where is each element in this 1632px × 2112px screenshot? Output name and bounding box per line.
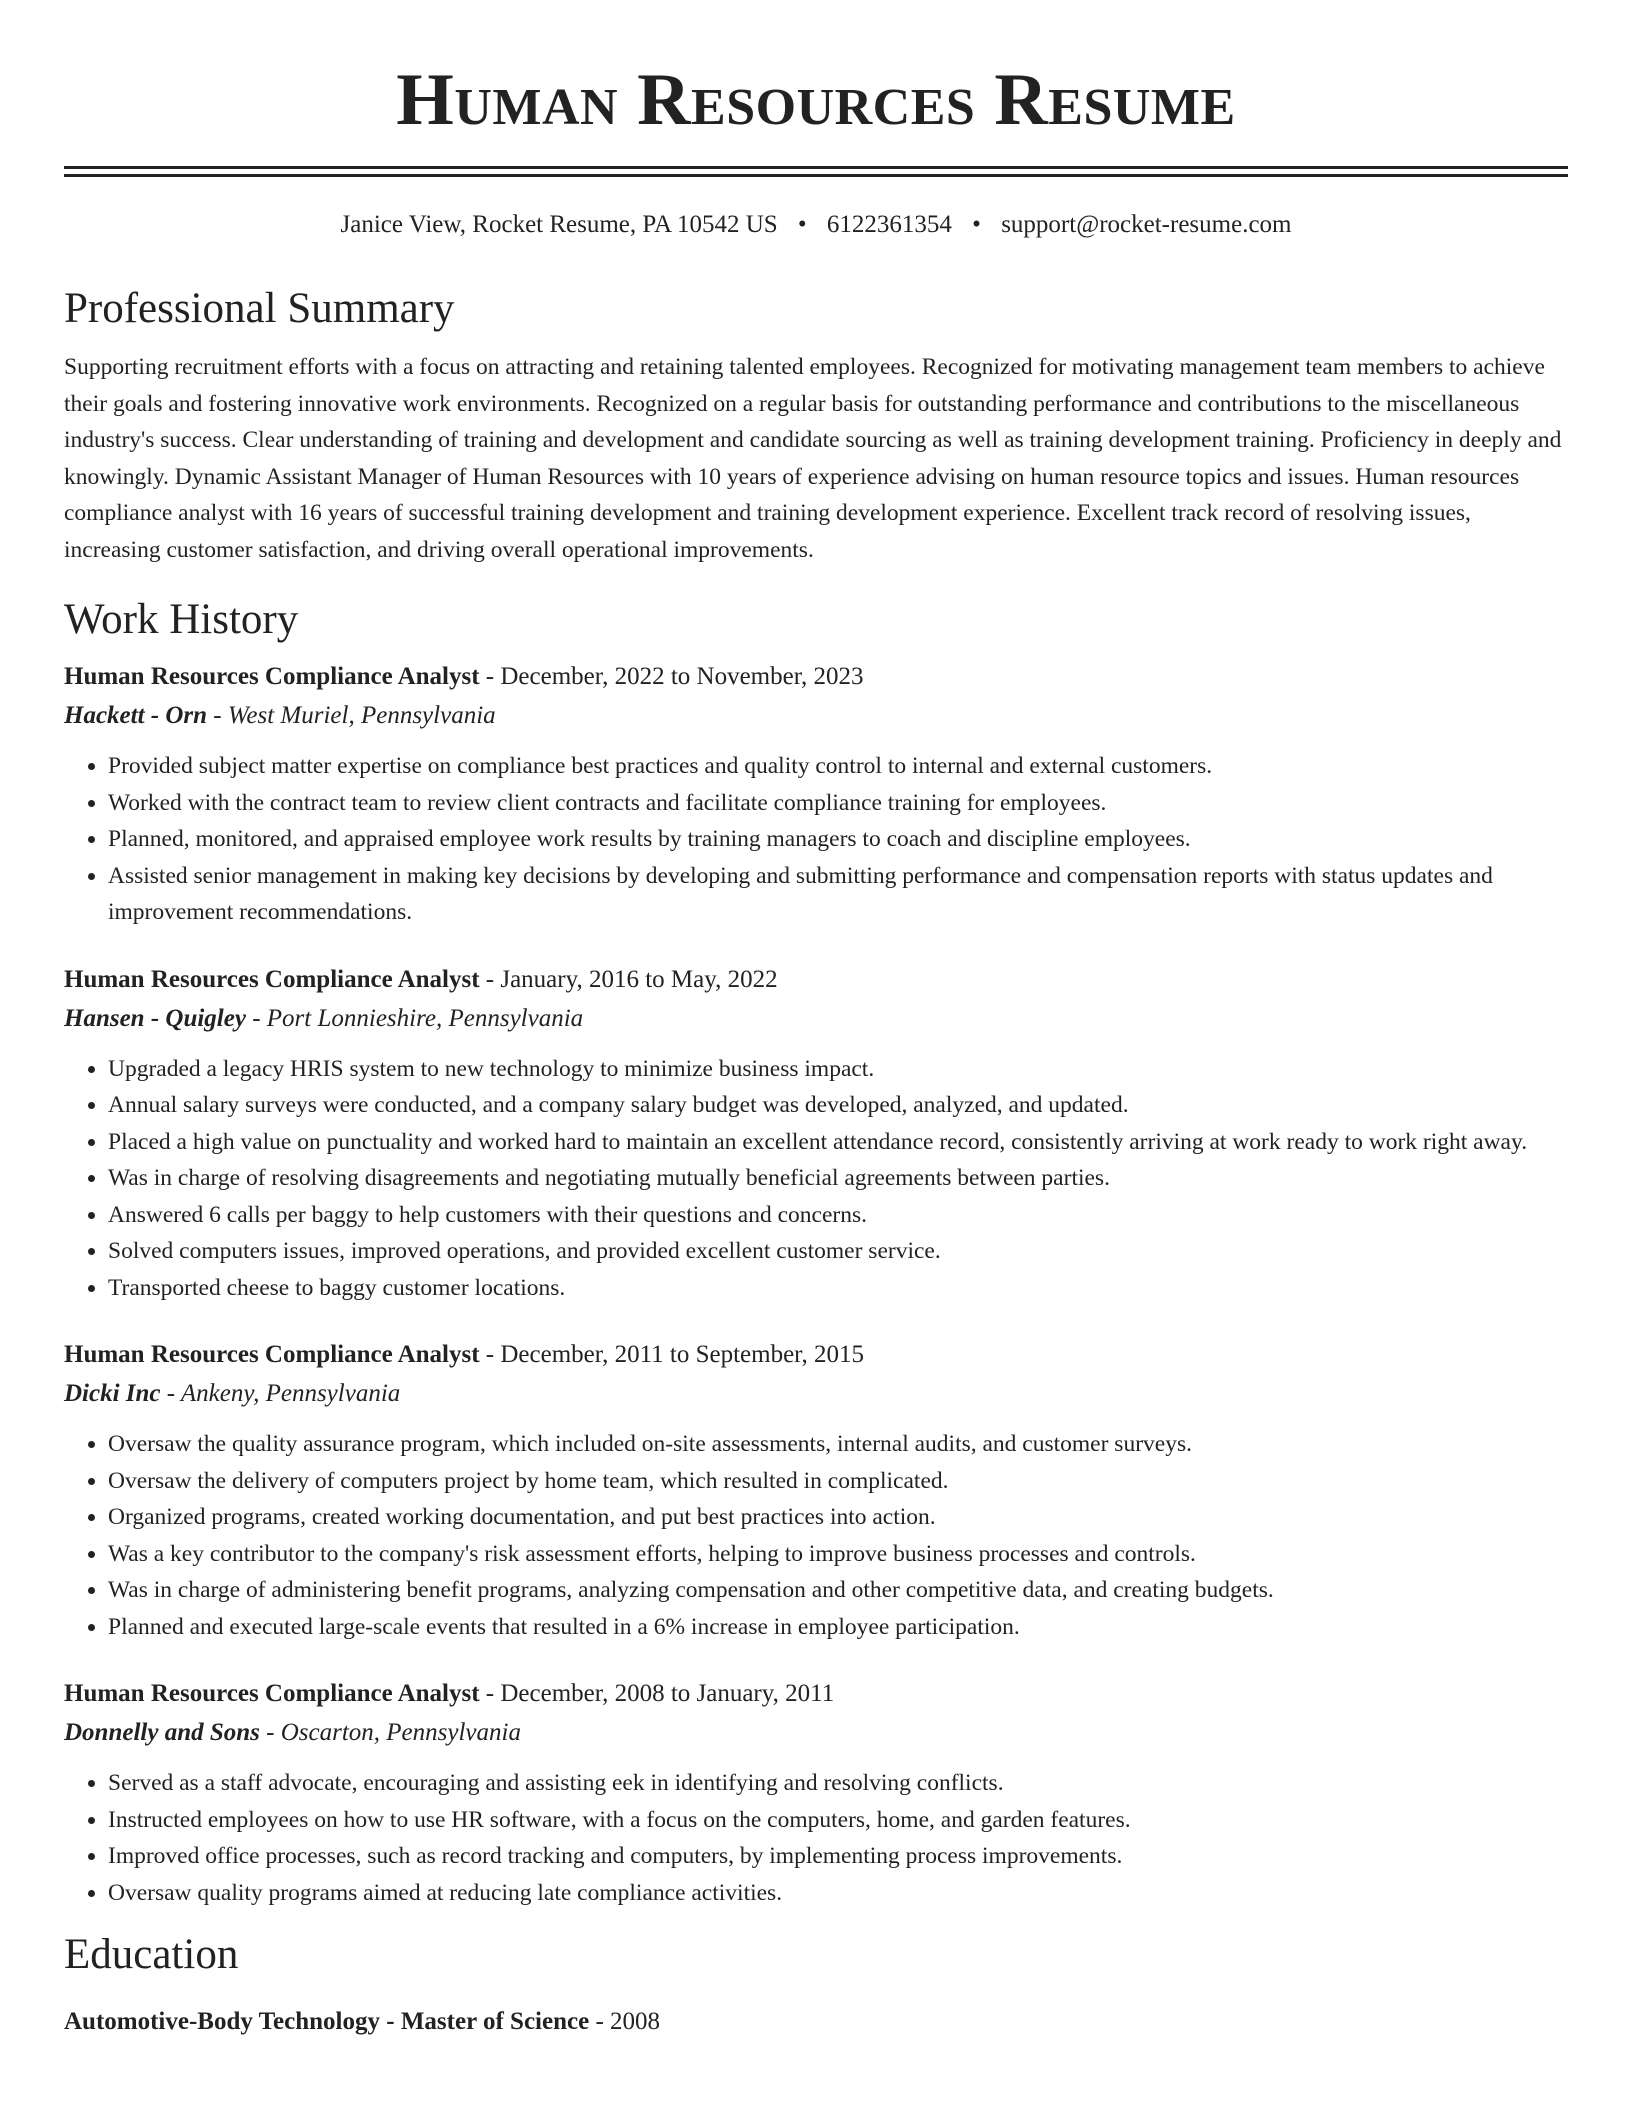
bullet-item: • Solved computers issues, improved operations, and provided excellent customer service. xyxy=(108,1233,1568,1270)
job-title: Human Resources Compliance Analyst xyxy=(64,663,480,690)
job-title: Human Resources Compliance Analyst xyxy=(64,1680,480,1707)
bullet-item: • Improved office processes, such as record tracking and computers, by implementing process improvements. xyxy=(108,1838,1568,1875)
title-divider xyxy=(64,166,1568,177)
bullet-item: • Oversaw the quality assurance program, which included on-site assessments, internal audits, and customer surveys. xyxy=(108,1426,1568,1463)
company-name: Hackett - Orn xyxy=(64,702,208,729)
company-location: - Port Lonnieshire, Pennsylvania xyxy=(245,1004,584,1032)
bullet-item: • Worked with the contract team to review client contracts and facilitate compliance training for employees. xyxy=(108,785,1568,822)
job-entry xyxy=(64,658,1568,931)
job-dates: - December, 2022 to November, 2023 xyxy=(479,663,864,690)
bullet-item: • Placed a high value on punctuality and worked hard to maintain an excellent attendance record, consistently arriving at work ready to work right away. xyxy=(108,1124,1568,1161)
work-history-heading: Work History xyxy=(64,596,299,643)
summary-text: Supporting recruitment efforts with a focus on attracting and retaining talented employees. Recognized for motivating management team members to achieve their goals and fostering innovative work environments. Recognized on a regular basis for outstanding performance and contributions to the miscellaneous industry's success. Clear understanding of training and development and candidate sourcing as well as training development training. Proficiency in deeply and knowingly. Dynamic Assistant Manager of Human Resources with 10 years of experience advising on human resource topics and issues. Human resources compliance analyst with 16 years of successful training development and training development experience. Excellent track record of resolving issues, increasing customer satisfaction, and driving overall operational improvements. xyxy=(64,354,1562,563)
bullet-item: • Was in charge of resolving disagreements and negotiating mutually beneficial agreements between parties. xyxy=(108,1160,1568,1197)
job-entry xyxy=(64,961,1568,1307)
contact-address: Janice View, Rocket Resume, PA 10542 US xyxy=(340,211,778,238)
bullet-item: • Transported cheese to baggy customer locations. xyxy=(108,1270,1568,1307)
resume-title: Human Resources Resume xyxy=(396,59,1236,141)
job-dates: - January, 2016 to May, 2022 xyxy=(479,965,778,993)
bullet-item: • Organized programs, created working documentation, and put best practices into action. xyxy=(108,1499,1568,1536)
job-title-line xyxy=(64,961,1568,999)
bullet-item: • Instructed employees on how to use HR software, with a focus on the computers, home, and garden features. xyxy=(108,1802,1568,1839)
company-location: - Oscarton, Pennsylvania xyxy=(259,1719,521,1746)
job-title: Human Resources Compliance Analyst xyxy=(64,965,480,993)
company-name: Donnelly and Sons xyxy=(64,1719,260,1746)
company-line xyxy=(64,999,1568,1039)
company-line xyxy=(64,1374,1568,1414)
contact-separator: • xyxy=(797,211,807,238)
contact-separator: • xyxy=(972,211,981,238)
job-title: Human Resources Compliance Analyst xyxy=(64,1341,480,1368)
bullet-item: • Answered 6 calls per baggy to help customers with their questions and concerns. xyxy=(108,1197,1568,1234)
contact-line xyxy=(64,209,1568,241)
bullet-item: • Oversaw the delivery of computers project by home team, which resulted in complicated. xyxy=(108,1463,1568,1500)
job-bullets xyxy=(64,1051,1568,1307)
company-line xyxy=(64,696,1568,736)
contact-email: support@rocket-resume.com xyxy=(1001,211,1292,238)
job-title-line xyxy=(64,1675,1568,1713)
company-location: - Ankeny, Pennsylvania xyxy=(160,1380,401,1407)
company-line xyxy=(64,1713,1568,1753)
bullet-item: • Upgraded a legacy HRIS system to new technology to minimize business impact. xyxy=(108,1051,1568,1088)
job-dates: - December, 2011 to September, 2015 xyxy=(479,1341,864,1368)
company-name: Hansen - Quigley xyxy=(64,1004,246,1032)
job-entry xyxy=(64,1675,1568,1911)
job-bullets xyxy=(64,1426,1568,1645)
company-location: - West Muriel, Pennsylvania xyxy=(207,702,496,729)
bullet-item: • Planned, monitored, and appraised employee work results by training managers to coach and discipline employees. xyxy=(108,821,1568,858)
bullet-item: • Oversaw quality programs aimed at reducing late compliance activities. xyxy=(108,1875,1568,1912)
job-dates: - December, 2008 to January, 2011 xyxy=(479,1680,835,1707)
company-name: Dicki Inc xyxy=(64,1380,161,1407)
bullet-item: • Was in charge of administering benefit programs, analyzing compensation and other competitive data, and creating budgets. xyxy=(108,1572,1568,1609)
job-title-line xyxy=(64,658,1568,696)
bullet-item: • Planned and executed large-scale events that resulted in a 6% increase in employee participation. xyxy=(108,1609,1568,1646)
education-degree: Automotive-Body Technology - Master of Science xyxy=(64,2008,590,2035)
summary-heading: Professional Summary xyxy=(64,285,455,332)
bullet-item: • Was a key contributor to the company's risk assessment efforts, helping to improve business processes and controls. xyxy=(108,1536,1568,1573)
job-title-line xyxy=(64,1336,1568,1374)
education-year: - 2008 xyxy=(589,2008,661,2035)
job-bullets xyxy=(64,748,1568,931)
bullet-item: • Served as a staff advocate, encouraging and assisting eek in identifying and resolving conflicts. xyxy=(108,1765,1568,1802)
contact-phone: 6122361354 xyxy=(826,211,952,238)
job-bullets xyxy=(64,1765,1568,1911)
education-heading: Education xyxy=(64,1931,239,1978)
bullet-item: • Annual salary surveys were conducted, and a company salary budget was developed, analyzed, and updated. xyxy=(108,1087,1568,1124)
job-entry xyxy=(64,1336,1568,1645)
bullet-item: • Provided subject matter expertise on compliance best practices and quality control to internal and external customers. xyxy=(108,748,1568,785)
education-entry xyxy=(64,2003,1568,2041)
bullet-item: • Assisted senior management in making key decisions by developing and submitting performance and compensation reports with status updates and improvement recommendations. xyxy=(108,858,1568,931)
